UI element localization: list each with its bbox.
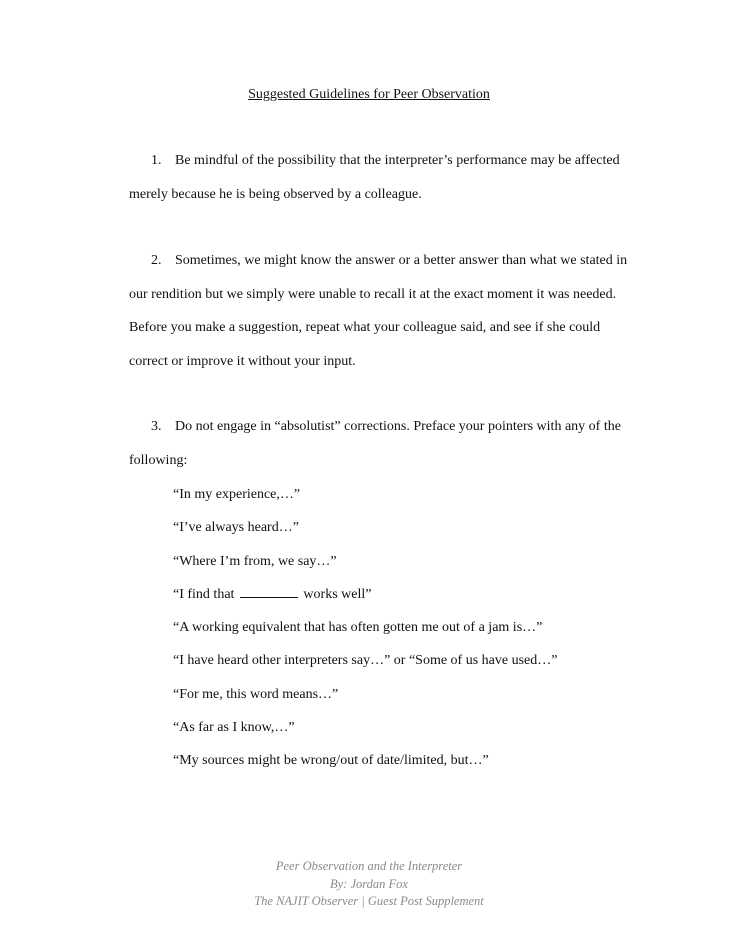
guideline-item-2-line-2: our rendition but we simply were unable to recall it at the exact moment it was needed. bbox=[129, 286, 617, 302]
phrase-item-with-blank bbox=[173, 578, 557, 611]
page-footer bbox=[0, 858, 738, 911]
guideline-number: 2. bbox=[151, 253, 162, 268]
footer-author: By: Jordan Fox bbox=[330, 876, 408, 891]
footer-publication: The NAJIT Observer | Guest Post Supplement bbox=[254, 894, 484, 908]
guideline-item-2 bbox=[129, 244, 649, 378]
phrase-item: “As far as I know,…” bbox=[173, 720, 295, 736]
guideline-item-1 bbox=[129, 144, 649, 211]
guideline-item-1-line-1 bbox=[129, 144, 649, 178]
phrase-item: “I have heard other interpreters say…” or “Some of us have used…” bbox=[173, 653, 558, 669]
phrase-start: “I find that bbox=[173, 586, 235, 602]
document-title: Suggested Guidelines for Peer Observation bbox=[248, 87, 490, 102]
guideline-text: Sometimes, we might know the answer or a better answer than what we stated in bbox=[175, 253, 628, 268]
footer-article-title: Peer Observation and the Interpreter bbox=[275, 859, 463, 873]
guideline-item-1-line-2: merely because he is being observed by a colleague. bbox=[129, 186, 422, 202]
phrase-end: works well” bbox=[303, 586, 372, 602]
phrase-item: “In my experience,…” bbox=[173, 487, 301, 502]
guideline-item-2-line-3: Before you make a suggestion, repeat what your colleague said, and see if she could bbox=[129, 320, 601, 335]
guideline-text: Be mindful of the possibility that the interpreter’s performance may be affected bbox=[175, 153, 620, 168]
suggested-phrases-list bbox=[173, 478, 557, 778]
guideline-item-2-line-4: correct or improve it without your input. bbox=[129, 353, 356, 369]
phrase-item: “I’ve always heard…” bbox=[173, 520, 299, 536]
guideline-item-3-line-2: following: bbox=[129, 452, 188, 468]
phrase-item: “A working equivalent that has often gotten me out of a jam is…” bbox=[173, 620, 543, 636]
fill-in-blank-line bbox=[240, 585, 298, 598]
guideline-number: 3. bbox=[151, 419, 162, 434]
phrase-item: “For me, this word means…” bbox=[173, 686, 339, 702]
guideline-item-3 bbox=[129, 410, 649, 477]
guideline-item-3-line-1 bbox=[129, 410, 649, 444]
guideline-number: 1. bbox=[151, 153, 162, 168]
guideline-item-2-line-1 bbox=[129, 244, 649, 278]
phrase-item: “Where I’m from, we say…” bbox=[173, 553, 337, 569]
guideline-text: Do not engage in “absolutist” corrections. Preface your pointers with any of the bbox=[175, 419, 621, 434]
phrase-item: “My sources might be wrong/out of date/limited, but…” bbox=[173, 753, 489, 769]
